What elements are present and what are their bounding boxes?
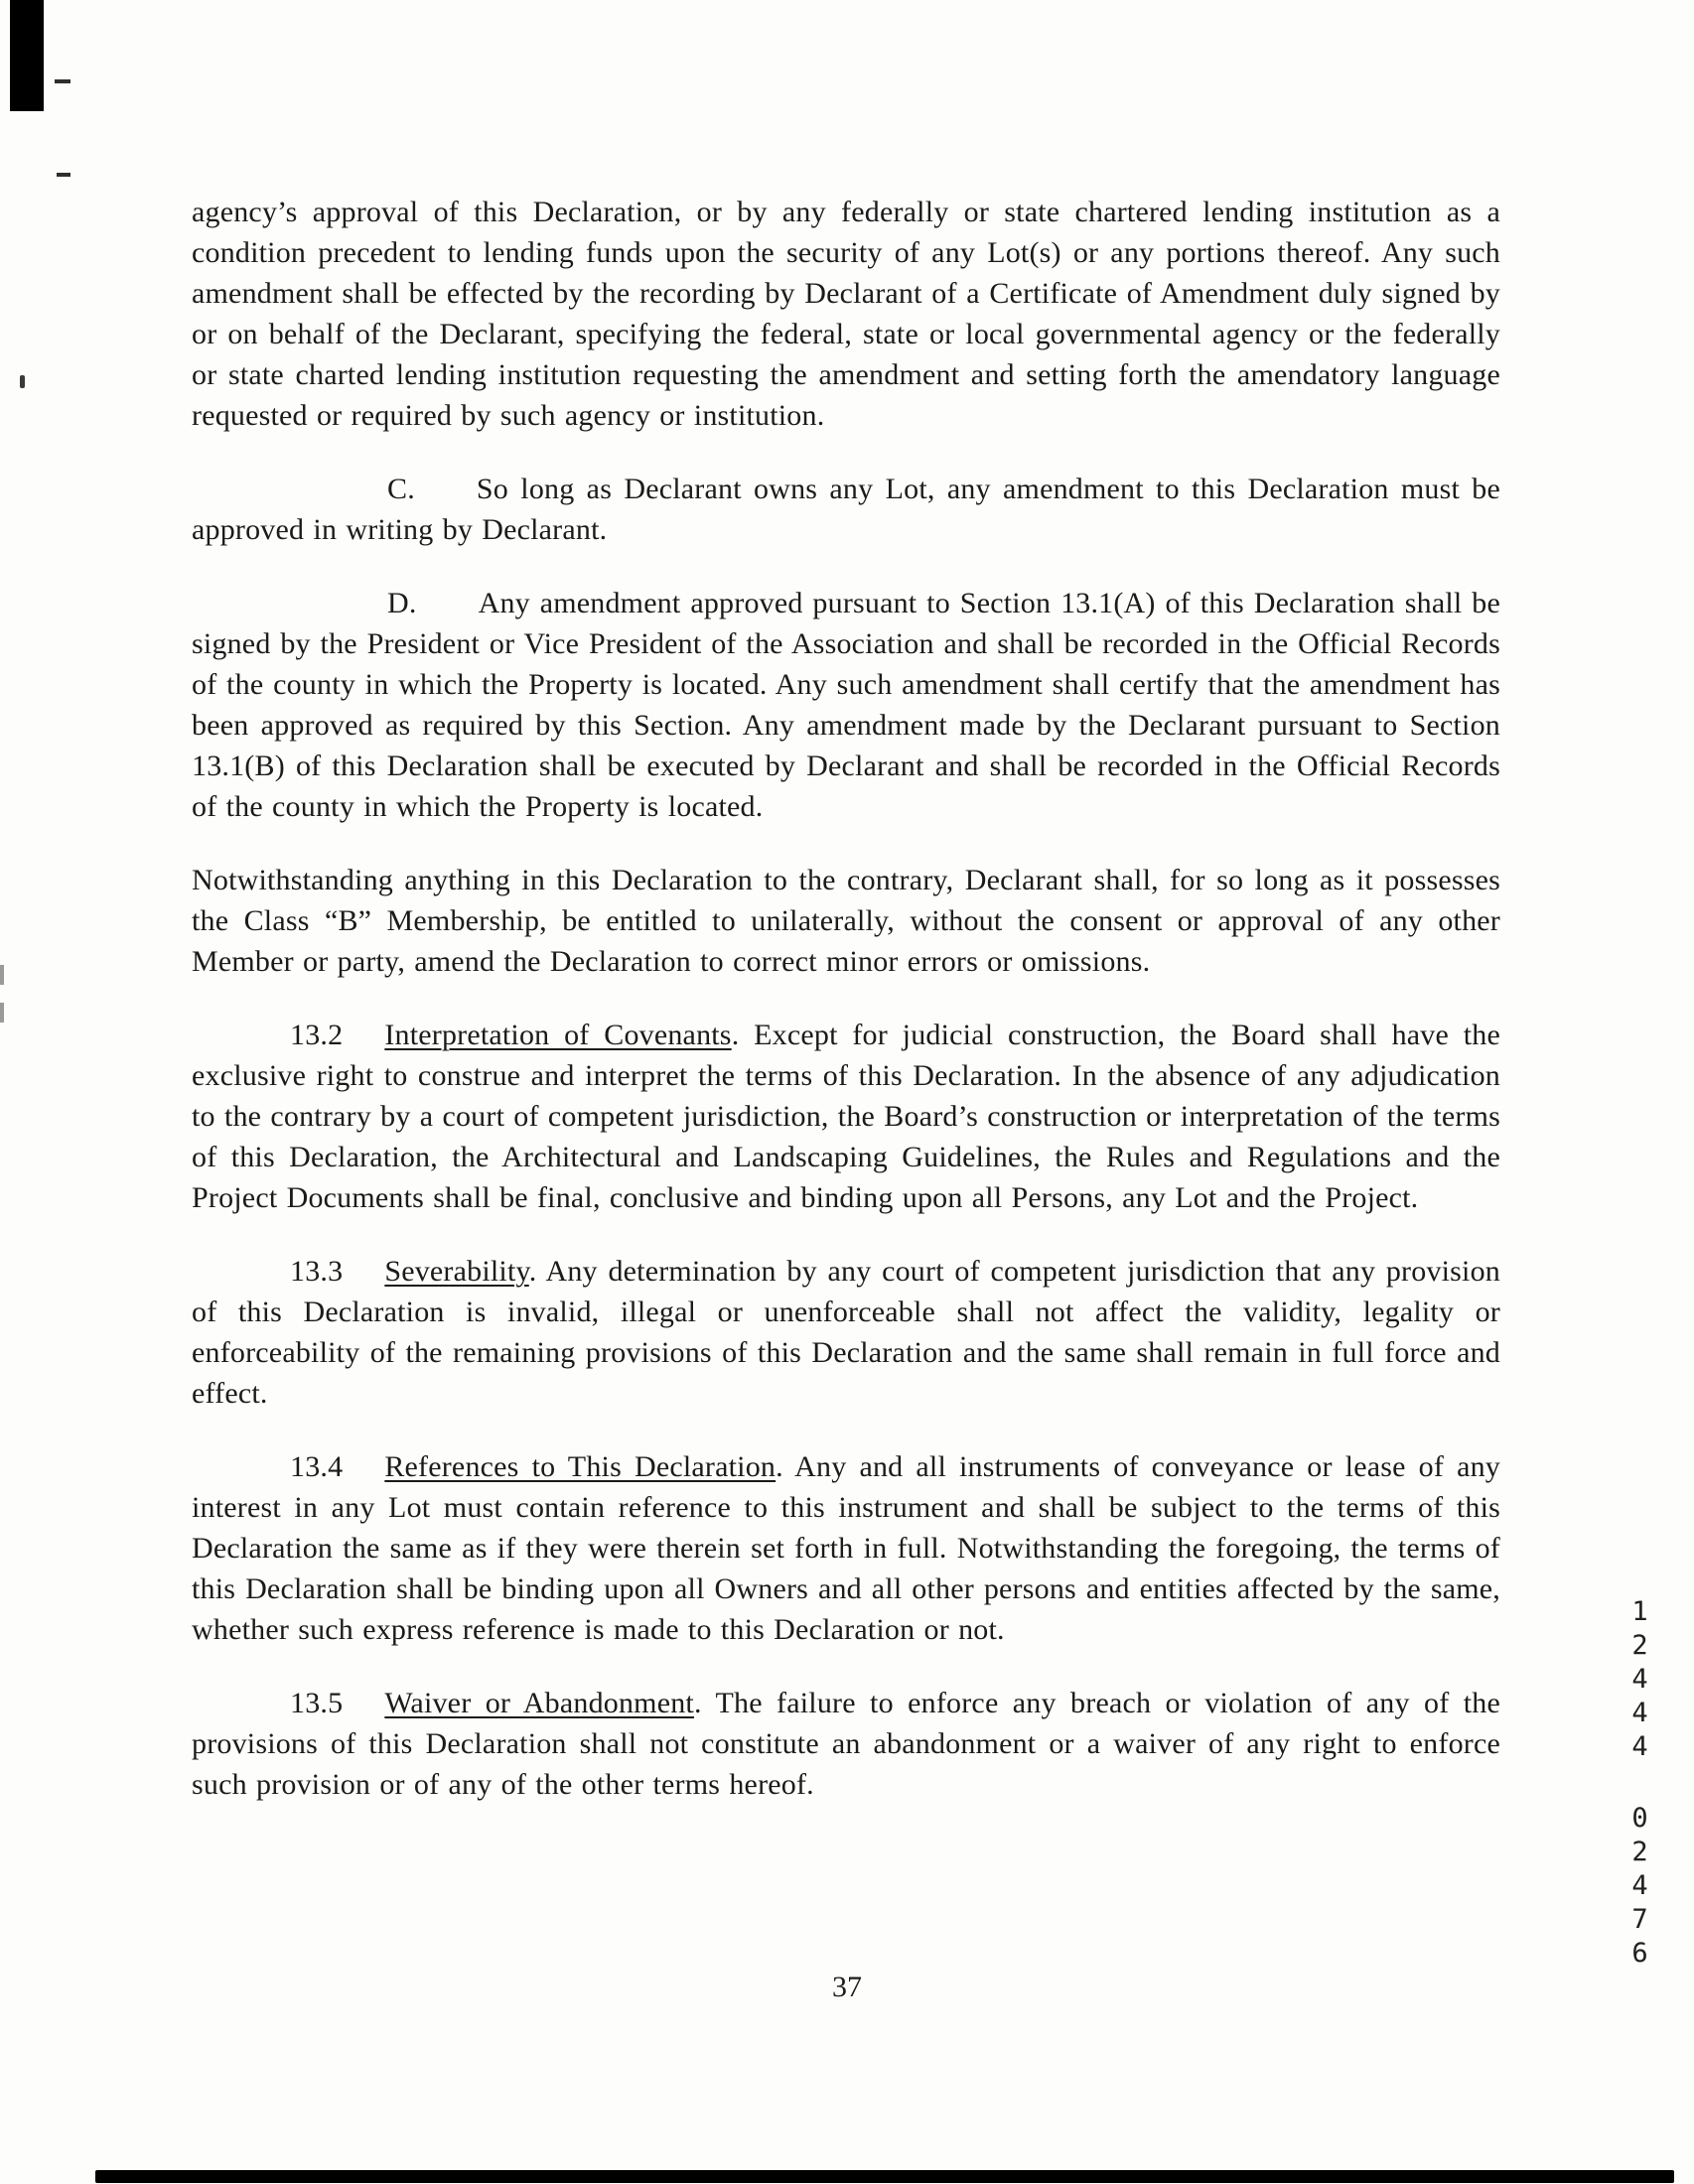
section-13-3 [192, 1251, 1500, 1414]
section-13-2 [192, 1015, 1500, 1218]
subsection-d-label: D. [387, 587, 417, 619]
section-heading: References to This Declaration [384, 1450, 776, 1483]
document-body [192, 192, 1500, 1805]
section-number: 13.3 [290, 1255, 344, 1288]
subsection-c-label: C. [387, 473, 415, 505]
section-number: 13.4 [290, 1450, 344, 1483]
scan-artifact-dash [57, 173, 71, 177]
scan-artifact-bottom-bar [95, 2170, 1674, 2183]
paragraph-text: Any amendment approved pursuant to Section 13.1(A) of this Declaration shall be signed by the President or Vice President of the Association and shall be recorded in the Official Records of the county in which the Property is located. Any such amendment shall certify that the amendment has been approved as required by this Section. Any amendment made by the Declarant pursuant to Section 13.1(B) of this Declaration shall be executed by Declarant and shall be recorded in the Official Records of the county in which the Property is located. [192, 587, 1500, 823]
scan-artifact-top-left-bar [10, 0, 44, 111]
margin-recording-stamp [1624, 1596, 1654, 1972]
section-heading: Severability [384, 1255, 529, 1288]
scan-artifact-speck [20, 375, 25, 388]
paragraph-notwithstanding [192, 860, 1500, 982]
paragraph-text: . Any determination by any court of competent jurisdiction that any provision of this Declaration is invalid, illegal or unenforceable shall not affect the validity, legality or enforceability of the remaining provisions of this Declaration and the same shall remain in full force and effect. [192, 1255, 1500, 1410]
paragraph-amendment-continuation [192, 192, 1500, 436]
paragraph-text: . The failure to enforce any breach or violation of any of the provisions of this Declaration shall not constitute an abandonment or a waiver of any right to enforce such provision or of any of the other terms hereof. [192, 1687, 1501, 1801]
paragraph-text: . Except for judicial construction, the Board shall have the exclusive right to construe and interpret the terms of this Declaration. In the absence of any adjudication to the contrary by a court of competent jurisdiction, the Board’s construction or interpretation of the terms of this Declaration, the Architectural and Landscaping Guidelines, the Rules and Regulations and the Project Documents shall be final, conclusive and binding upon all Persons, any Lot and the Project. [192, 1019, 1500, 1214]
scan-artifact-edge-mark [0, 965, 4, 985]
subsection-d [192, 583, 1500, 827]
section-number: 13.5 [290, 1687, 344, 1719]
paragraph-text: So long as Declarant owns any Lot, any amendment to this Declaration must be approved in writing by Declarant. [192, 473, 1500, 546]
paragraph-text: . Any and all instruments of conveyance or lease of any interest in any Lot must contain reference to this instrument and shall be subject to the terms of this Declaration the same as if they were therein set forth in full. Notwithstanding the foregoing, the terms of this Declaration shall be binding upon all Owners and all other persons and entities affected by the same, whether such express reference is made to this Declaration or not. [192, 1450, 1500, 1646]
stamp-number-top: 12444 [1624, 1596, 1655, 1765]
subsection-c [192, 469, 1500, 550]
section-13-4 [192, 1446, 1500, 1650]
paragraph-text: agency’s approval of this Declaration, or by any federally or state chartered lending institution as a condition precedent to lending funds upon the security of any Lot(s) or any portions thereof. Any such amendment shall be effected by the recording by Declarant of a Certificate of Amendment duly signed by or on behalf of the Declarant, specifying the federal, state or local governmental agency or the federally or state charted lending institution requesting the amendment and setting forth the amendatory language requested or required by such agency or institution. [192, 196, 1500, 432]
section-number: 13.2 [290, 1019, 344, 1051]
paragraph-text: Notwithstanding anything in this Declaration to the contrary, Declarant shall, for so long as it possesses the Class “B” Membership, be entitled to unilaterally, without the consent or approval of any other Member or party, amend the Declaration to correct minor errors or omissions. [192, 864, 1500, 978]
stamp-number-bottom: 02476 [1624, 1803, 1655, 1972]
scan-artifact-dash [55, 79, 71, 83]
section-13-5 [192, 1683, 1500, 1805]
scan-artifact-edge-mark [0, 1003, 4, 1023]
page-number: 37 [832, 1971, 862, 2003]
section-heading: Interpretation of Covenants [384, 1019, 732, 1051]
section-heading: Waiver or Abandonment [384, 1687, 694, 1719]
